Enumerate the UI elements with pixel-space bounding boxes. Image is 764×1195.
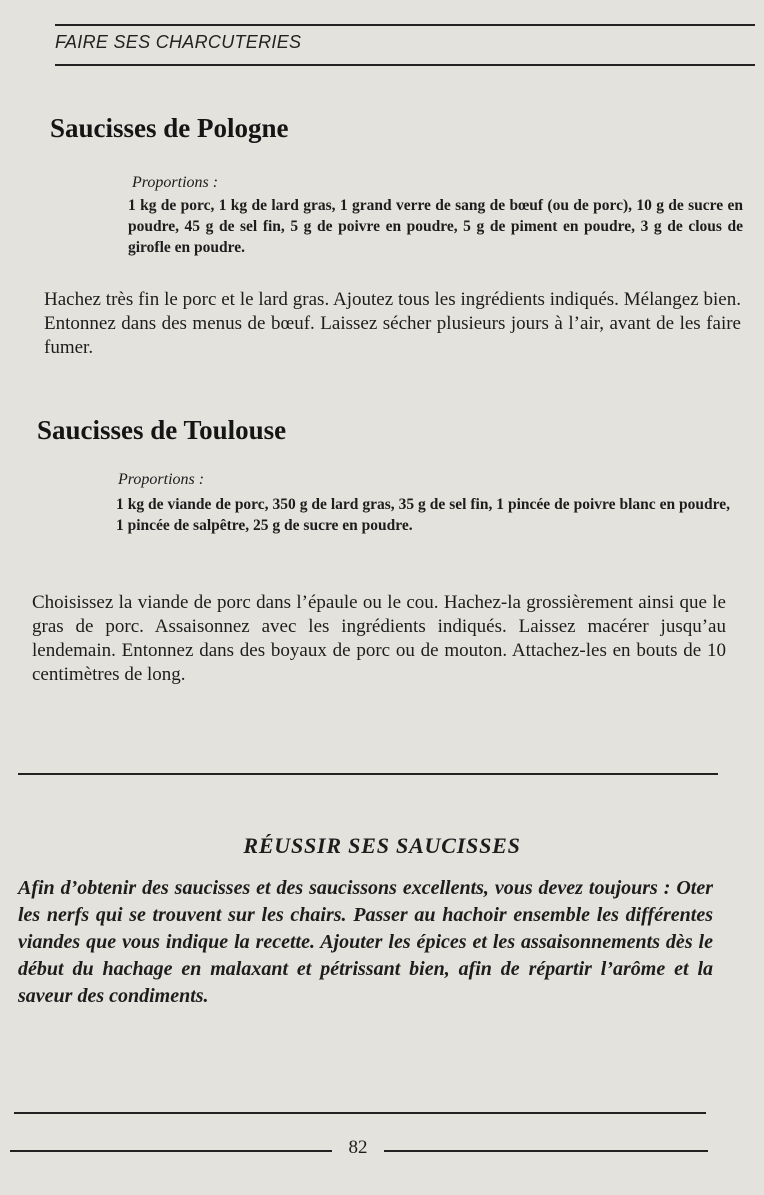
proportions-pologne: 1 kg de porc, 1 kg de lard gras, 1 grand verre de sang de bœuf (ou de porc), 10 g de sucre en poudre, 45 g de sel fin, 5 g de poivre en poudre, 5 g de piment en poudre, 3 g de clous de girofle en poudre. bbox=[128, 197, 743, 256]
proportions-label-pologne: Proportions : bbox=[132, 174, 219, 191]
proportions-toulouse: 1 kg de viande de porc, 350 g de lard gras, 35 g de sel fin, 1 pincée de poivre blanc en poudre, 1 pincée de salpêtre, 25 g de sucre en poudre. bbox=[116, 496, 730, 534]
instructions-toulouse: Choisissez la viande de porc dans l’épaule ou le cou. Hachez-la grossièrement ainsi que le gras de porc. Assaisonnez avec les ingrédients indiqués. Laissez macérer jusqu’au lendemain. Entonnez dans des boyaux de porc ou de mouton. Attachez-les en bouts de 10 centimètres de long. bbox=[32, 592, 726, 685]
recipe-title-toulouse: Saucisses de Toulouse bbox=[37, 415, 287, 445]
proportions-label-toulouse: Proportions : bbox=[118, 471, 205, 488]
instructions-pologne: Hachez très fin le porc et le lard gras. Ajoutez tous les ingrédients indiqués. Mélangez bien. Entonnez dans des menus de bœuf. Laissez sécher plusieurs jours à l’air, avant de les faire fumer. bbox=[44, 289, 741, 358]
tip-box-top-rule bbox=[18, 773, 718, 775]
running-head: FAIRE SES CHARCUTERIES bbox=[55, 32, 302, 52]
tip-box-bottom-rule bbox=[14, 1112, 706, 1114]
page-number: 82 bbox=[332, 1137, 384, 1159]
tip-box-text: Afin d’obtenir des saucisses et des saucissons excellents, vous devez toujours : Oter les nerfs qui se trouvent sur les chairs. Passer au hachoir ensemble les différentes viandes que vous indique la recette. Ajouter les épices et les assaisonnements dès le début du hachage en malaxant et pétrissant bien, afin de répartir l’arôme et la saveur des condiments. bbox=[18, 877, 713, 1007]
header-top-rule bbox=[55, 24, 755, 26]
tip-box-title: RÉUSSIR SES SAUCISSES bbox=[243, 833, 521, 858]
header-bottom-rule bbox=[55, 64, 755, 66]
recipe-title-pologne: Saucisses de Pologne bbox=[50, 113, 289, 143]
